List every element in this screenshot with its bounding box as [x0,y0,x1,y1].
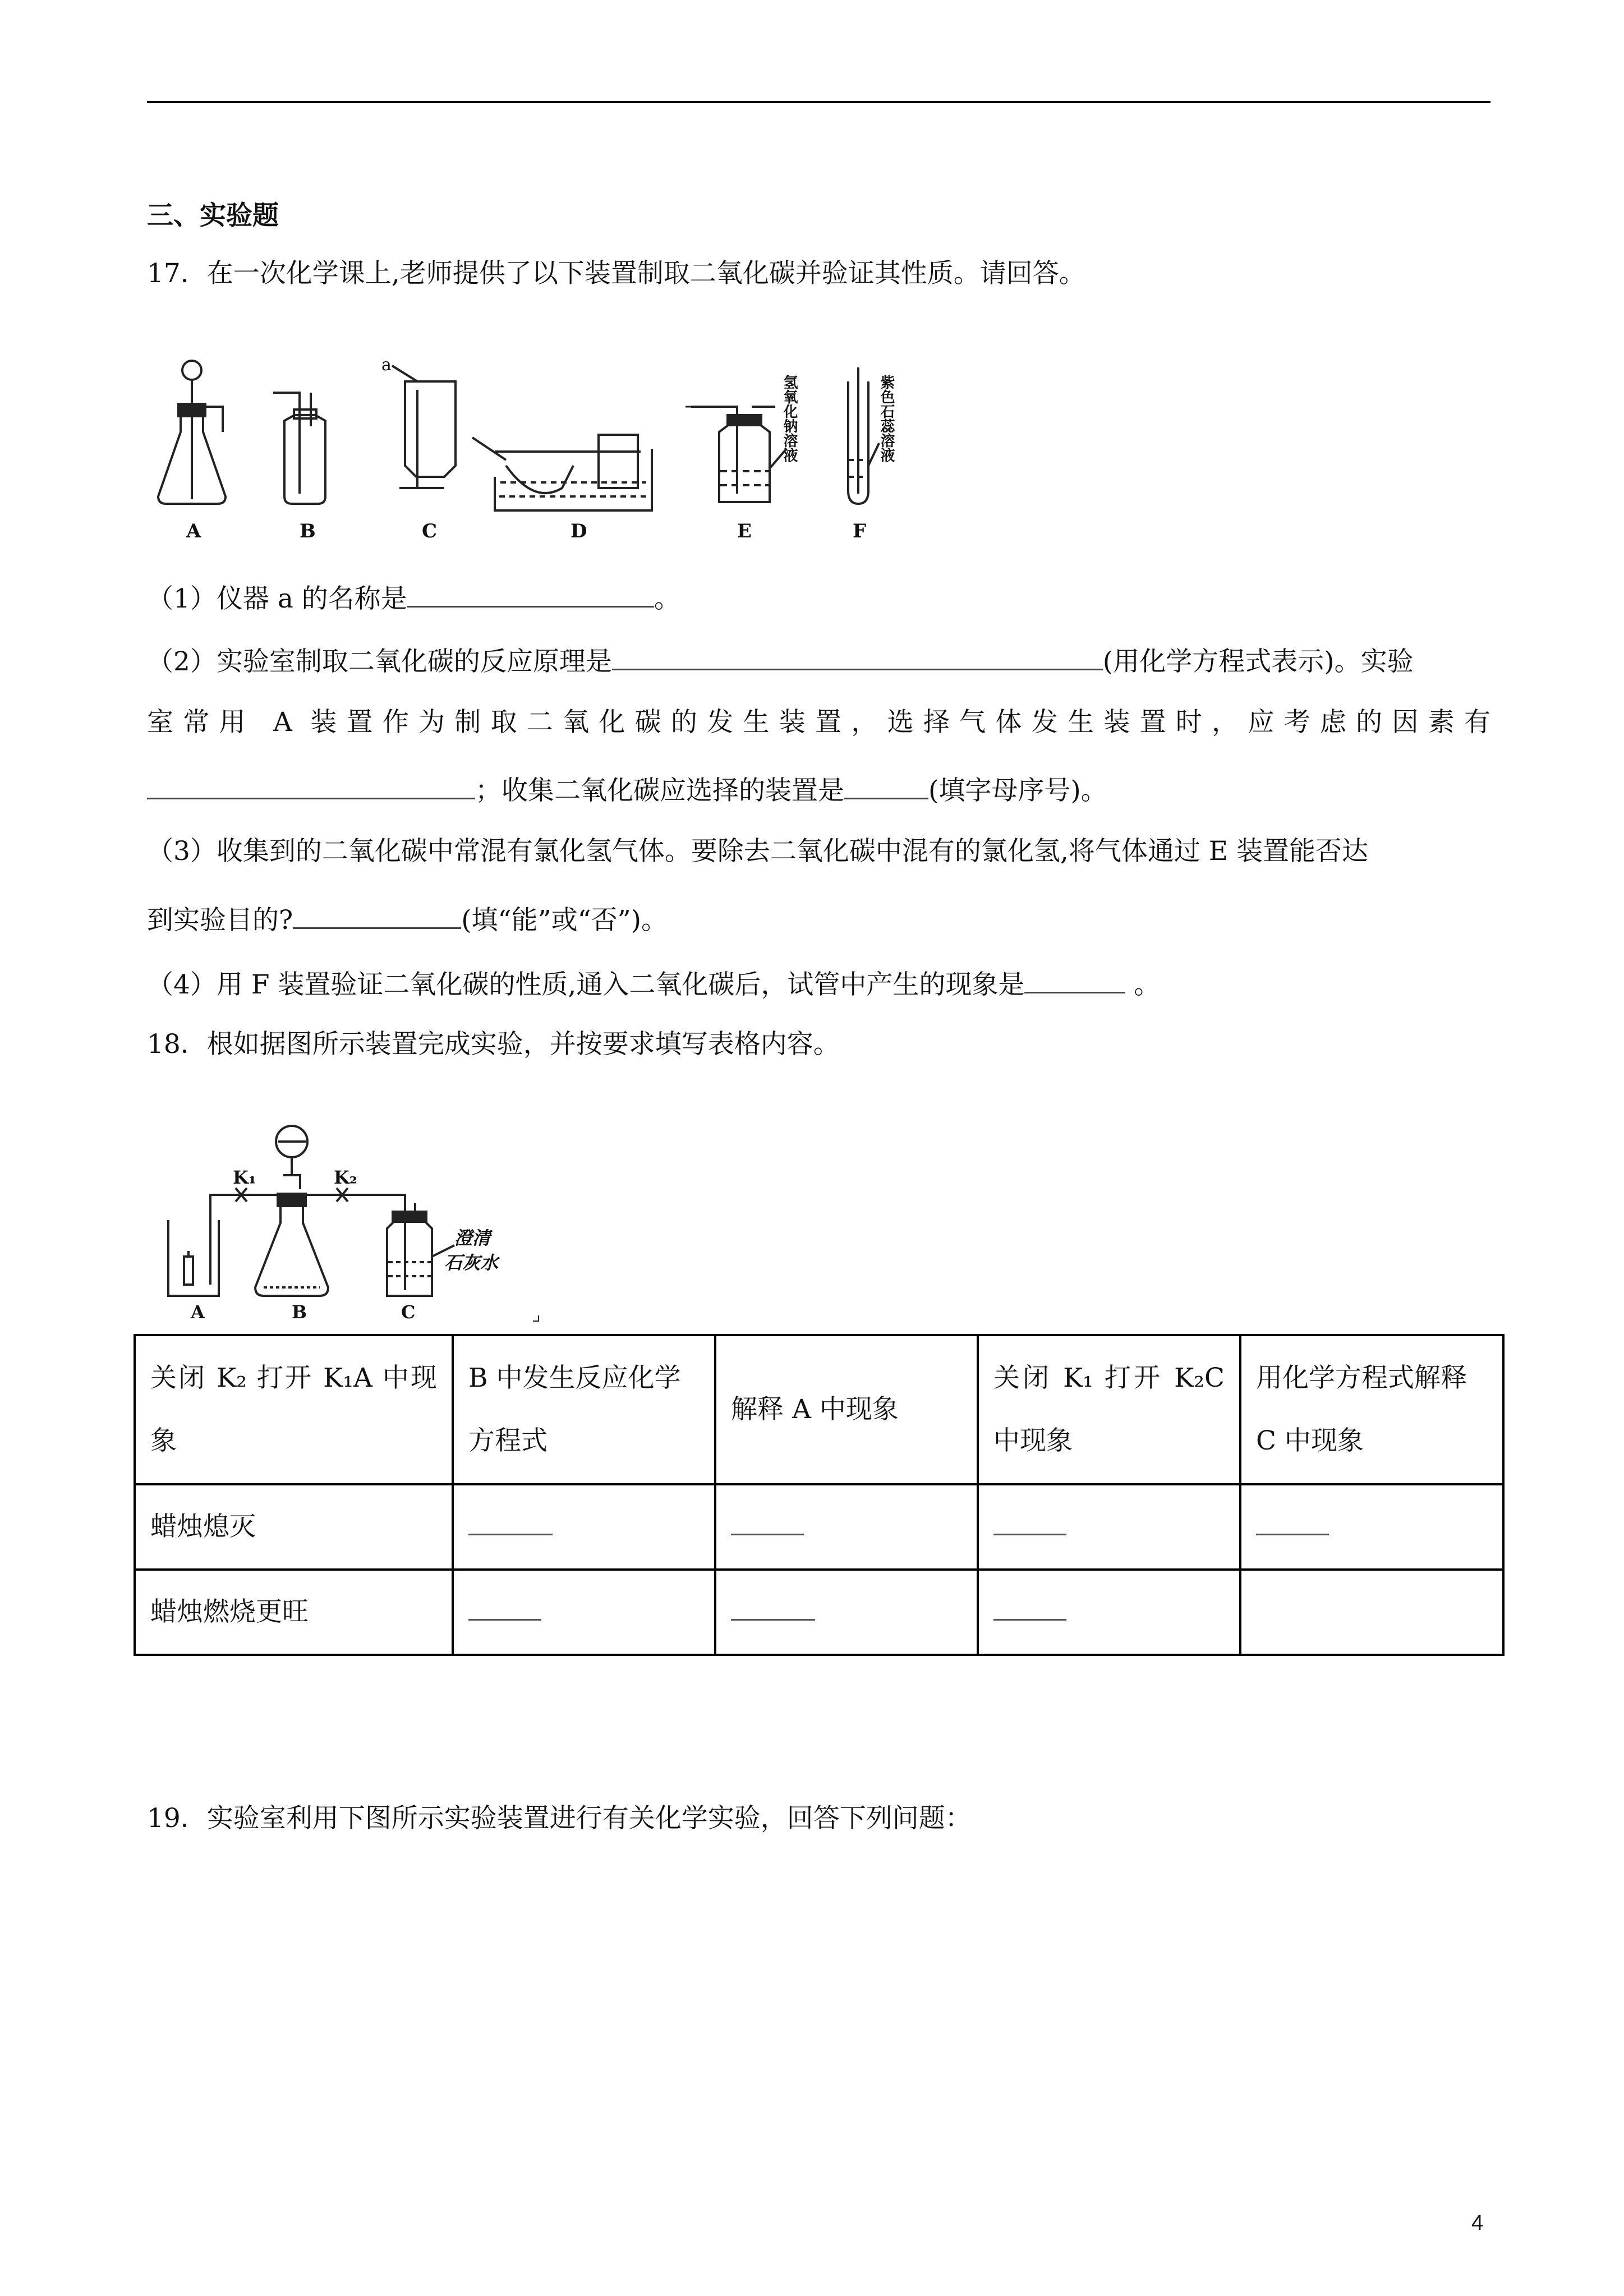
fig17-label-d: D [571,520,587,542]
lime-water-label-2: 石灰水 [444,1252,499,1273]
answer-blank[interactable] [612,641,1103,670]
table-answer-cell[interactable] [978,1570,1240,1655]
label-k1: K₁ [233,1167,256,1188]
q17-apparatus-figure [147,359,921,544]
fig17-mark-a: a [381,359,392,375]
fig18-label-c: C [401,1301,416,1323]
apparatus-e [686,407,786,502]
q17-stem: 17．在一次化学课上,老师提供了以下装置制取二氧化碳并验证其性质。请回答。 [147,258,1085,289]
answer-blank[interactable] [844,770,928,799]
q19-stem: 19．实验室利用下图所示实验装置进行有关化学实验，回答下列问题： [147,1803,972,1834]
bottle-c [387,1203,454,1296]
apparatus-f [848,367,879,504]
apparatus-a [158,361,226,504]
fig17-label-c: C [422,520,438,542]
section-title: 三、实验题 [147,200,279,231]
table-answer-cell[interactable] [453,1570,715,1655]
table-cell: 蜡烛燃烧更旺 [135,1570,453,1655]
q17-part2-line2: 室常用 A 装置作为制取二氧化碳的发生装置，选择气体发生装置时，应考虑的因素有 [147,707,1490,738]
q17-part2-line3: ；收集二氧化碳应选择的装置是 (填字母序号)。 [147,770,1107,808]
q17-part3-line2: 到实验目的? (填“能”或“否”)。 [147,899,668,937]
fig17-label-b: B [300,520,316,542]
page-number: 4 [1471,2211,1484,2235]
table-header-cell: 关闭 K₂ 打开 K₁A 中现 象 [135,1335,453,1484]
q17-part4: （4）用 F 装置验证二氧化碳的性质,通入二氧化碳后，试管中产生的现象是 。 [147,964,1160,1002]
table-header-row [135,1335,1503,1484]
table-header-cell: 用化学方程式解释 C 中现象 [1240,1335,1503,1484]
label-k2: K₂ [334,1167,357,1188]
lime-water-label-1: 澄清 [454,1227,491,1249]
answer-blank[interactable] [293,899,461,929]
apparatus-b [273,393,325,504]
fig18-label-a: A [191,1301,205,1323]
table-header-cell: 关闭 K₁ 打开 K₂C 中现象 [978,1335,1240,1484]
table-cell [1240,1570,1503,1655]
q18-stem: 18．根如据图所示装置完成实验，并按要求填写表格内容。 [147,1029,840,1060]
table-answer-cell[interactable] [453,1484,715,1570]
q17-part2-line1: （2）实验室制取二氧化碳的反应原理是 (用化学方程式表示)。实验 [147,641,1414,679]
fig17-label-a: A [186,520,201,542]
fig17-litmus-label: 紫色石蕊溶液 [878,375,895,462]
fig17-label-f: F [853,520,867,542]
fig18-label-b: B [292,1301,307,1323]
fig17-naoh-label: 氢氧化钠溶液 [781,375,798,462]
answer-blank[interactable] [1024,964,1125,993]
table-answer-cell[interactable] [715,1570,978,1655]
beaker-a [168,1203,219,1296]
q17-part3-line1: （3）收集到的二氧化碳中常混有氯化氢气体。要除去二氧化碳中混有的氯化氢,将气体通过 E 装置能否达 [147,836,1369,867]
apparatus-d [472,435,652,510]
table-header-cell: B 中发生反应化学 方程式 [453,1335,715,1484]
table-answer-cell[interactable] [715,1484,978,1570]
flask-b [255,1126,328,1296]
answer-blank[interactable] [407,578,654,608]
header-rule [147,101,1490,103]
apparatus-c [392,366,456,488]
table-answer-cell[interactable] [978,1484,1240,1570]
table-row [135,1570,1503,1655]
table-answer-cell[interactable] [1240,1484,1503,1570]
experiment-table [134,1334,1505,1656]
return-mark-icon [533,1315,539,1321]
q17-part1: （1）仪器 a 的名称是 。 [147,578,680,616]
table-cell: 蜡烛熄灭 [135,1484,453,1570]
fig17-label-e: E [737,520,752,542]
answer-blank[interactable] [147,770,475,799]
table-row [135,1484,1503,1570]
q18-apparatus-figure [151,1094,555,1329]
table-header-cell: 解释 A 中现象 [715,1335,978,1484]
